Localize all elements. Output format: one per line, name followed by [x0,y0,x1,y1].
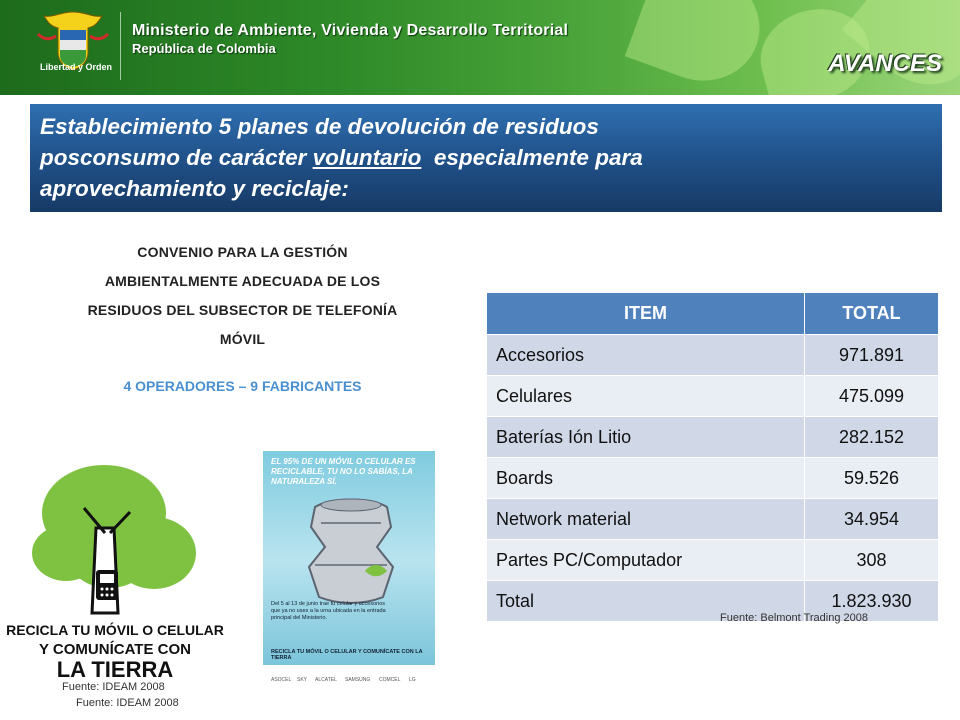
convenio-line-2: AMBIENTALMENTE ADECUADA DE LOS [104,273,381,289]
total-cell: 308 [804,540,938,581]
banner-text [30,104,942,204]
poster-sponsors-bar [263,665,435,693]
table-row [487,499,939,540]
item-cell: Celulares [487,376,805,417]
convenio-line-3: RESIDUOS DEL SUBSECTOR DE TELEFONÍA [87,302,398,318]
table-row [487,376,939,417]
table-header-row [487,293,939,335]
section-title: AVANCES [828,50,942,77]
national-motto: Libertad y Orden [39,62,112,72]
item-cell: Baterías Ión Litio [487,417,805,458]
convenio-line-1: CONVENIO PARA LA GESTIÓN [137,244,348,260]
sponsor-label: ALCATEL [315,677,337,683]
item-cell: Network material [487,499,805,540]
total-cell: 59.526 [804,458,938,499]
banner-line-3: aprovechamiento y reciclaje: [40,176,349,201]
sponsor-label: SKY [297,677,308,683]
convenio-heading [40,238,445,354]
header-divider [120,12,121,80]
sponsor-label: LG [409,677,416,683]
logo-line-3: LA TIERRA [56,657,174,682]
ideam-source-2: Fuente: IDEAM 2008 [76,697,179,709]
column-header-total: TOTAL [804,293,938,335]
crushed-can-icon [301,493,401,605]
column-header-item: ITEM [487,293,805,335]
campaign-poster [263,451,435,693]
header-bar [0,0,960,95]
sponsor-label: SAMSUNG [345,677,371,683]
total-cell: 971.891 [804,335,938,376]
banner-line-1: Establecimiento 5 planes de devolución de residuos [40,114,599,139]
banner-underlined-word: voluntario [312,145,422,170]
poster-body: Del 5 al 13 de junio trae tu celular y accesorios que ya no uses a la urna ubicada en la entrada principal del Ministerio. [271,601,386,621]
title-banner [30,104,942,212]
leaf-decoration [625,0,775,95]
ministry-name: Ministerio de Ambiente, Vivienda y Desarrollo Territorial [132,22,569,39]
republic-name: República de Colombia [132,41,276,56]
table-row [487,458,939,499]
colombia-coat-of-arms-icon [30,6,116,88]
poster-footer: RECICLA TU MÓVIL O CELULAR Y COMUNÍCATE CON LA TIERRA [271,649,423,661]
table-row [487,540,939,581]
logo-line-1: RECICLA TU MÓVIL O CELULAR [6,622,224,638]
convenio-line-4: MÓVIL [219,331,266,347]
operators-count: 4 OPERADORES – 9 FABRICANTES [123,378,362,394]
logo-line-2: Y COMUNÍCATE CON [39,641,191,658]
total-cell: 475.099 [804,376,938,417]
item-cell: Boards [487,458,805,499]
table-row [487,417,939,458]
item-cell: Total [487,581,805,622]
waste-totals-table [486,292,939,622]
poster-headline: EL 95% DE UN MÓVIL O CELULAR ES RECICLABLE, TU NO LO SABÍAS, LA NATURALEZA SÍ. [271,457,416,486]
ideam-source-1: Fuente: IDEAM 2008 [62,681,165,693]
table-row [487,335,939,376]
banner-line-2-post: especialmente para [421,145,643,170]
sponsor-label: ASOCEL [271,677,292,683]
total-cell: 1.823.930 [804,581,938,622]
table-row-total [487,581,939,622]
banner-line-2-pre: posconsumo de carácter [40,145,313,170]
sponsor-label: COMCEL [379,677,401,683]
recycle-campaign-logo [4,458,226,683]
item-cell: Partes PC/Computador [487,540,805,581]
total-cell: 34.954 [804,499,938,540]
item-cell: Accesorios [487,335,805,376]
table-source: Fuente: Belmont Trading 2008 [720,612,868,624]
total-cell: 282.152 [804,417,938,458]
